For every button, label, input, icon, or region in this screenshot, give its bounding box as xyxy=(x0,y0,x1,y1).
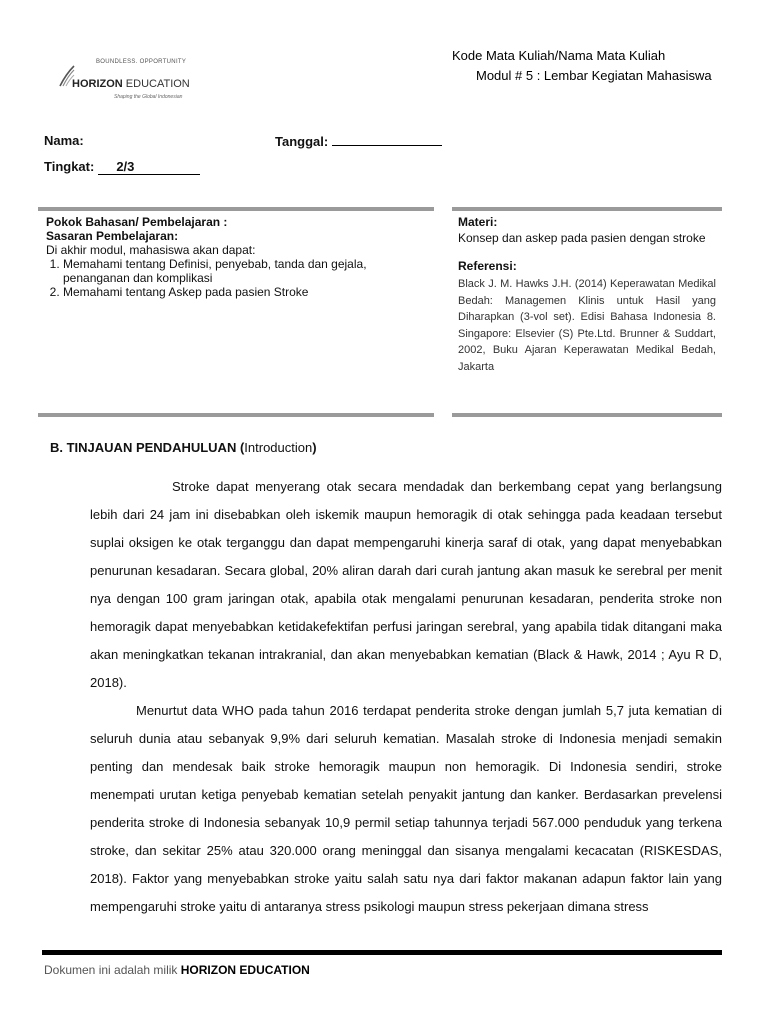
tingkat-value: 2/3 xyxy=(98,159,200,175)
materi-text: Konsep dan askep pada pasien dengan stroke xyxy=(458,231,706,245)
materials-box xyxy=(458,214,716,375)
logo-tagline: BOUNDLESS. OPPORTUNITY xyxy=(96,59,187,65)
right-box-top-rule xyxy=(452,207,722,211)
pokok-bahasan-title: Pokok Bahasan/ Pembelajaran : xyxy=(46,215,228,229)
paragraph: Stroke dapat menyerang otak secara mendadak dan berkembang cepat yang berlangsung lebih dari 24 jam ini disebabkan oleh iskemik maupun hemoragik di otak sehingga pada keadaan tersebut suplai oksigen ke otak terganggu dan dapat mempengaruhi kinerja saraf di otak, yang dapat menyebabkan penurunan kesadaran. Secara global, 20% aliran darah dari curah jantung akan masuk ke serebral per menit nya dengan 100 gram jaringan otak, apabila otak mengalami penurunan kesadaran, penderita stroke non hemoragik dapat menyebabkan ketidakefektifan perfusi jaringan serebral, yang apabila tidak ditangani maka akan meningkatkan tekanan intrakranial, dan akan menyebabkan kematian (Black & Hawk, 2014 ; Ayu R D, 2018). xyxy=(90,479,722,690)
learning-objectives-box xyxy=(46,215,434,299)
objectives-intro: Di akhir modul, mahasiswa akan dapat: xyxy=(46,243,256,257)
referensi-text: Black J. M. Hawks J.H. (2014) Keperawatan Medikal Bedah: Managemen Klinis untuk Hasil yang Diharapkan (3-vol set). Edisi Bahasa Indonesia 8. Singapore: Elsevier (S) Pte.Ltd. Brunner & Suddart, 2002, Buku Ajaran Keperawatan Medikal Bedah, Jakarta xyxy=(458,278,716,373)
tanggal-field: Tanggal: xyxy=(275,133,442,149)
logo-brand: HORIZON EDUCATION xyxy=(72,78,190,90)
sasaran-title: Sasaran Pembelajaran: xyxy=(46,229,179,243)
referensi-label: Referensi: xyxy=(458,259,517,273)
course-code-title: Kode Mata Kuliah/Nama Mata Kuliah xyxy=(452,48,666,63)
module-title: Modul # 5 : Lembar Kegiatan Mahasiswa xyxy=(476,68,712,83)
right-box-bottom-rule xyxy=(452,413,722,417)
tingkat-field: Tingkat: 2/3 xyxy=(44,159,200,175)
list-item: 1. Memahami tentang Definisi, penyebab, tanda dan gejala, penanganan dan komplikasi xyxy=(63,257,434,285)
logo-subtitle: Shaping the Global Indonesian xyxy=(114,94,183,100)
footer-ownership-note: Dokumen ini adalah milik HORIZON EDUCATION xyxy=(44,963,310,977)
footer-rule xyxy=(42,950,722,955)
tanggal-blank-line xyxy=(332,133,442,146)
objectives-list xyxy=(46,257,434,299)
paragraph: Menurtut data WHO pada tahun 2016 terdapat penderita stroke dengan jumlah 5,7 juta kematian di seluruh dunia atau sebanyak 9,9% dari seluruh kematian. Masalah stroke di Indonesia menjadi semakin penting dan mendesak baik stroke hemoragik maupun non hemoragik. Di Indonesia sendiri, stroke menempati urutan ketiga penyebab kematian setelah penyakit jantung dan kanker. Berdasarkan prevelensi penderita stroke di Indonesia sebanyak 10,9 permil setiap tahunnya terjadi 567.000 penduduk yang terkena stroke, dan sekitar 25% atau 320.000 orang meninggal dan sisanya mengalami kecacatan (RISKESDAS, 2018). Faktor yang menyebabkan stroke yaitu salah satu nya dari faktor makanan adapun faktor lain yang mempengaruhi stroke yaitu di antaranya stress psikologi maupun stress pekerjaan dimana stress xyxy=(90,703,722,914)
nama-field: Nama: xyxy=(44,133,84,148)
horizon-education-logo xyxy=(52,50,202,106)
section-heading: B. TINJAUAN PENDAHULUAN (Introduction) xyxy=(50,440,317,455)
materi-label: Materi: xyxy=(458,215,498,229)
introduction-body xyxy=(90,473,722,921)
left-box-top-rule xyxy=(38,207,434,211)
left-box-bottom-rule xyxy=(38,413,434,417)
list-item: 2. Memahami tentang Askep pada pasien Stroke xyxy=(63,285,434,299)
